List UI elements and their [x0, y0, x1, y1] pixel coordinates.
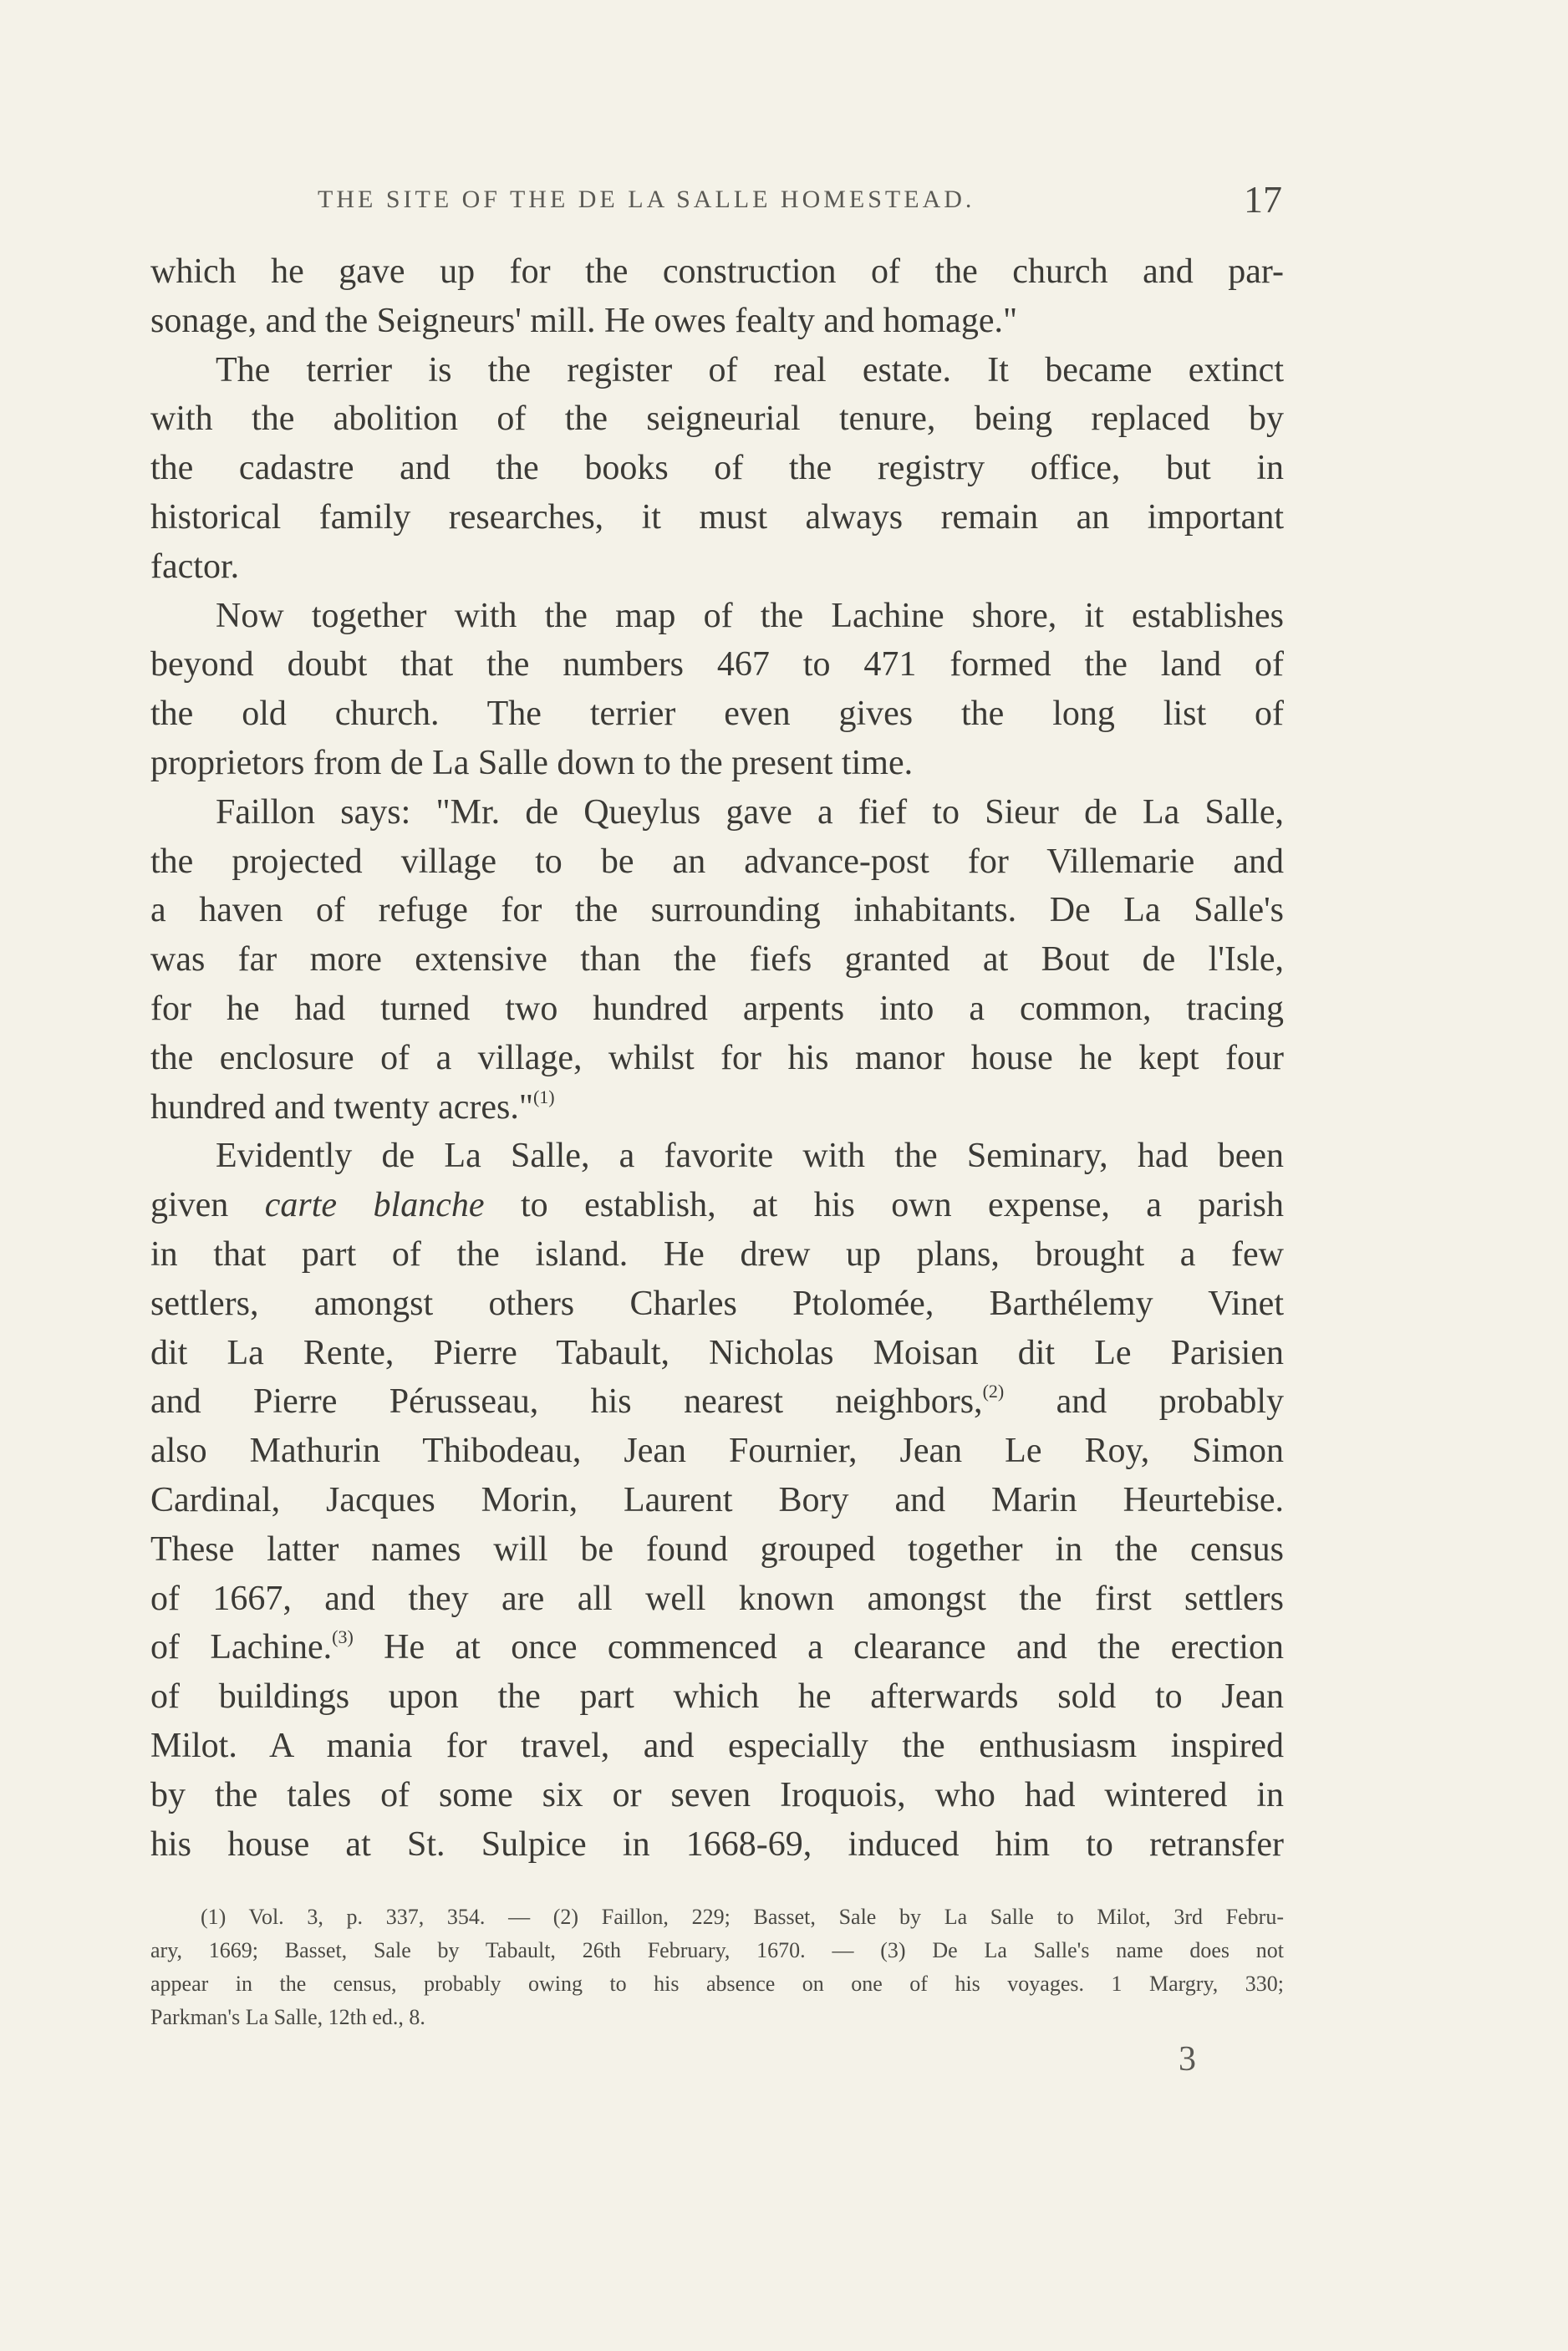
text-line — [150, 1181, 1284, 1230]
page-number: 17 — [1244, 178, 1282, 221]
text-fragment: He at once commenced a clearance and the erection — [384, 1628, 1285, 1667]
text-line — [150, 1377, 1284, 1427]
body-text — [150, 247, 1284, 1869]
footnote-mark: (2) — [982, 1381, 1005, 1402]
text-line: of buildings upon the part which he afterwards sold to Jean — [150, 1677, 1284, 1717]
text-line: a haven of refuge for the surrounding inhabitants. De La Salle's — [150, 891, 1284, 930]
text-fragment: to establish, at his own expense, a parish — [520, 1186, 1285, 1225]
text-line: was far more extensive than the fiefs granted at Bout de l'Isle, — [150, 940, 1284, 980]
printer-signature-mark: 3 — [1179, 2040, 1196, 2079]
running-title: THE SITE OF THE DE LA SALLE HOMESTEAD. — [318, 186, 975, 213]
footnote-mark: (1) — [532, 1086, 555, 1107]
text-line: in that part of the island. He drew up plans, brought a few — [150, 1234, 1284, 1274]
footnote-line: (1) Vol. 3, p. 337, 354. — (2) Faillon, 229; Basset, Sale by La Salle to Milot, 3rd Febru- — [201, 1905, 1284, 1929]
text-line: the enclosure of a village, whilst for his manor house he kept four — [150, 1038, 1284, 1077]
text-fragment: hundred and twenty acres." — [150, 1087, 533, 1127]
text-line: sonage, and the Seigneurs' mill. He owes fealty and homage." — [150, 301, 1018, 340]
text-line: Evidently de La Salle, a favorite with the Seminary, had been — [216, 1137, 1284, 1176]
text-line: Milot. A mania for travel, and especially the enthusiasm inspired — [150, 1726, 1284, 1765]
text-line: of 1667, and they are all well known amongst the first settlers — [150, 1579, 1284, 1618]
text-line: beyond doubt that the numbers 467 to 471 formed the land of — [150, 645, 1284, 684]
text-line: Now together with the map of the Lachine shore, it establishes — [216, 596, 1284, 635]
text-line: factor. — [150, 547, 240, 586]
text-fragment: given — [150, 1186, 229, 1225]
footnote-line: ary, 1669; Basset, Sale by Tabault, 26th February, 1670. — (3) De La Salle's name does not — [150, 1938, 1284, 1962]
text-fragment: of Lachine. — [150, 1628, 333, 1667]
text-line: his house at St. Sulpice in 1668-69, induced him to retransfer — [150, 1824, 1284, 1864]
footnote-line: Parkman's La Salle, 12th ed., 8. — [150, 2005, 425, 2029]
text-line: These latter names will be found grouped together in the census — [150, 1529, 1284, 1569]
text-line — [150, 1623, 1284, 1672]
text-line: Cardinal, Jacques Morin, Laurent Bory and Marin Heurtebise. — [150, 1480, 1284, 1519]
italic-phrase: carte blanche — [264, 1186, 485, 1225]
footnotes — [150, 1901, 1284, 2034]
text-line: dit La Rente, Pierre Tabault, Nicholas Moisan dit Le Parisien — [150, 1333, 1284, 1372]
text-line: settlers, amongst others Charles Ptolomée, Barthélemy Vinet — [150, 1284, 1284, 1323]
text-fragment: and Pierre Pérusseau, his nearest neighbors, — [150, 1382, 983, 1422]
footnote-mark: (3) — [332, 1626, 354, 1648]
text-line: Faillon says: "Mr. de Queylus gave a fief to Sieur de La Salle, — [216, 792, 1284, 832]
text-line: the cadastre and the books of the registry office, but in — [150, 449, 1284, 488]
text-line: for he had turned two hundred arpents into a common, tracing — [150, 989, 1284, 1028]
text-line: proprietors from de La Salle down to the present time. — [150, 743, 914, 782]
text-line: the old church. The terrier even gives the long list of — [150, 695, 1284, 734]
text-line: The terrier is the register of real estate. It became extinct — [216, 350, 1284, 389]
footnote-line: appear in the census, probably owing to his absence on one of his voyages. 1 Margry, 330; — [150, 1972, 1284, 1996]
text-fragment: and probably — [1056, 1382, 1284, 1422]
text-line: which he gave up for the construction of the church and par- — [150, 252, 1284, 291]
text-line: the projected village to be an advance-post for Villemarie and — [150, 842, 1284, 881]
text-line: by the tales of some six or seven Iroquois, who had wintered in — [150, 1775, 1284, 1814]
text-line: with the abolition of the seigneurial tenure, being replaced by — [150, 399, 1284, 439]
text-line — [150, 1083, 1284, 1132]
text-line: historical family researches, it must always remain an important — [150, 497, 1284, 537]
text-line: also Mathurin Thibodeau, Jean Fournier, Jean Le Roy, Simon — [150, 1432, 1284, 1471]
